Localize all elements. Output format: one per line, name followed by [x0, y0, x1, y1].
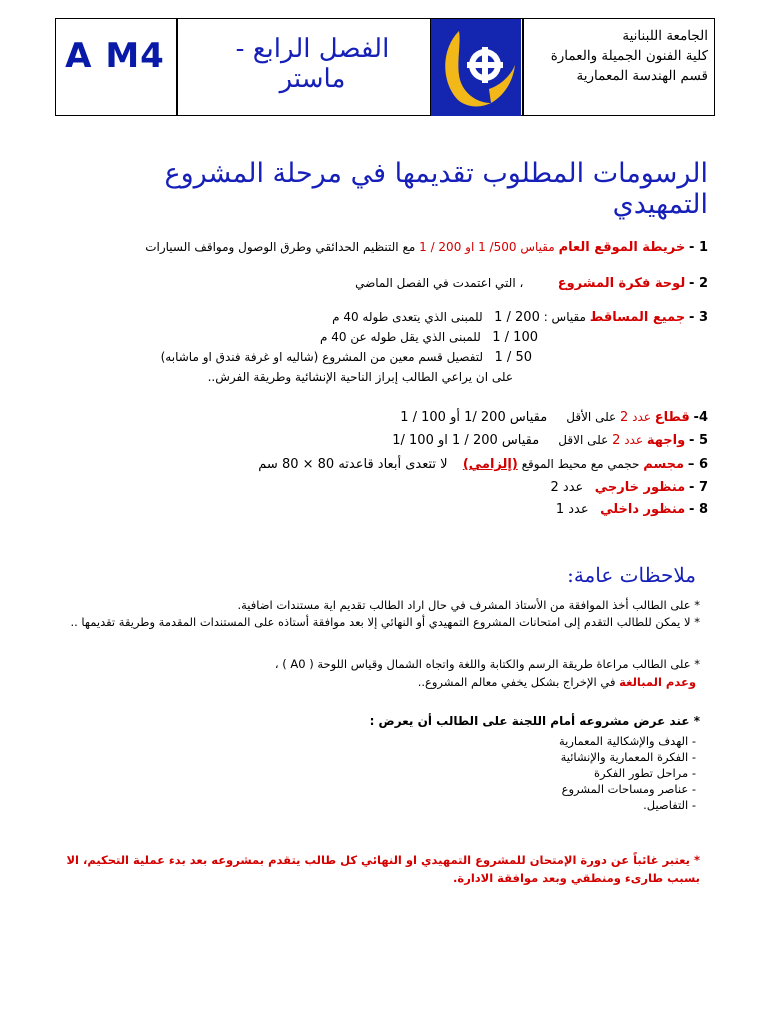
item-number: 8 - [689, 502, 708, 517]
item-scale: 200 / 1 [494, 310, 540, 325]
item-scale-label: مقياس : [543, 310, 586, 324]
list-item: - الهدف والإشكالية المعمارية [559, 734, 696, 748]
item-6 [258, 457, 708, 472]
note-3-continuation [418, 675, 696, 689]
item-2 [355, 276, 708, 291]
list-item: - عناصر ومساحات المشروع [561, 782, 696, 796]
notes-title: ملاحظات عامة: [567, 563, 696, 587]
item-description: للمبنى الذي يقل طوله عن 40 م [320, 330, 481, 344]
university-logo [431, 19, 521, 116]
note-text: في الإخراج بشكل يخفي معالم المشروع.. [417, 675, 616, 689]
item-description: حجمي مع محيط الموقع [521, 457, 640, 471]
item-number: 1 - [689, 240, 708, 255]
item-scale: 50 / 1 [494, 350, 532, 365]
item-count-word: عدد [632, 410, 651, 424]
item-number: 2 - [689, 276, 708, 291]
item-1 [145, 240, 708, 255]
item-label: منظور خارجي [594, 480, 686, 495]
item-4 [400, 410, 708, 425]
item-3-note: على ان يراعي الطالب إبراز الناحية الإنشائية وطريقة الفرش.. [207, 370, 513, 384]
item-label: جميع المساقط [589, 310, 686, 325]
item-8 [556, 502, 708, 517]
item-description: مع التنظيم الحدائقي وطرق الوصول ومواقف السيارات [145, 240, 416, 254]
item-number: 6 – [687, 457, 708, 472]
committee-title: * عند عرض مشروعه أمام اللجنة على الطالب أن يعرض : [369, 714, 700, 728]
item-number: 7 - [689, 480, 708, 495]
item-count: 2 [612, 433, 621, 448]
item-description: لتفصيل قسم معين من المشروع (شاليه او غرفة فندق او ماشابه) [160, 350, 484, 364]
header-divider [176, 19, 178, 115]
item-number: 3 - [689, 310, 708, 325]
mandatory-badge: (إلزامي) [462, 457, 518, 472]
item-5 [392, 433, 708, 448]
semester-title: الفصل الرابع - ماستر [235, 34, 390, 94]
item-scale: مقياس 500/ 1 او 200 / 1 [419, 240, 555, 254]
logo-icon [431, 19, 521, 116]
item-min: على الاقل [558, 433, 609, 447]
item-number: 5 - [689, 433, 708, 448]
absence-warning: * يعتبر غائباً عن دورة الإمتحان للمشروع التمهيدي او النهائي كل طالب يتقدم بمشروعه بعد بدء عملية التحكيم، الا بسبب طارىء ومنطقي وبعد موافقة الادارة. [66, 853, 700, 885]
note-emphasis: وعدم المبالغة [619, 675, 696, 689]
item-scale: 100 / 1 [492, 330, 538, 345]
note-1: * على الطالب أخذ الموافقة من الأستاذ المشرف في حال اراد الطالب تقديم اية مستندات اضافية. [237, 598, 700, 612]
item-min: على الأقل [566, 410, 617, 424]
item-scale: مقياس 200 / 1 او 100 /1 [392, 433, 540, 448]
item-3-sub-3 [161, 350, 532, 365]
list-item: - الفكرة المعمارية والإنشائية [560, 750, 696, 764]
list-item: - التفاصيل. [643, 798, 696, 812]
item-label: خريطة الموقع العام [558, 240, 686, 255]
list-item: - مراحل تطور الفكرة [593, 766, 696, 780]
university-line: الجامعة اللبنانية [622, 28, 708, 44]
item-number: 4- [693, 410, 708, 425]
course-code: A M4 [65, 36, 165, 76]
university-name [518, 26, 708, 86]
item-count: 2 [620, 410, 629, 425]
note-2: * لا يمكن للطالب التقدم إلى امتحانات المشروع التمهيدي أو النهائي إلا بعد موافقة أستاذه على المستندات المقدمة وطريقة تقديمها .. [70, 615, 700, 629]
item-label: لوحة فكرة المشروع [557, 276, 686, 291]
item-label: منظور داخلي [600, 502, 686, 517]
item-label: مجسم [643, 457, 685, 472]
item-count: عدد 1 [555, 502, 589, 517]
item-7 [551, 480, 708, 495]
item-description: للمبنى الذي يتعدى طوله 40 م [332, 310, 483, 324]
item-label: قطاع [654, 410, 690, 425]
department-line: قسم الهندسة المعمارية [576, 68, 708, 84]
committee-list [396, 733, 696, 813]
item-3-sub-2 [320, 330, 538, 345]
item-label: واجهة [646, 433, 686, 448]
item-scale: مقياس 200 /1 أو 100 / 1 [400, 410, 548, 425]
faculty-line: كلية الفنون الجميلة والعمارة [550, 48, 708, 64]
item-count: عدد 2 [550, 480, 584, 495]
item-count-word: عدد [624, 433, 643, 447]
note-3: * على الطالب مراعاة طريقة الرسم والكتابة واللغة واتجاه الشمال وقياس اللوحة ( A0 ) ، [274, 657, 700, 671]
page-title: الرسومات المطلوب تقديمها في مرحلة المشروع التمهيدي [164, 158, 708, 220]
item-description: ، التي اعتمدت في الفصل الماضي [355, 276, 524, 290]
item-description: لا تتعدى أبعاد قاعدته 80 × 80 سم [258, 457, 448, 472]
item-3 [332, 310, 708, 325]
